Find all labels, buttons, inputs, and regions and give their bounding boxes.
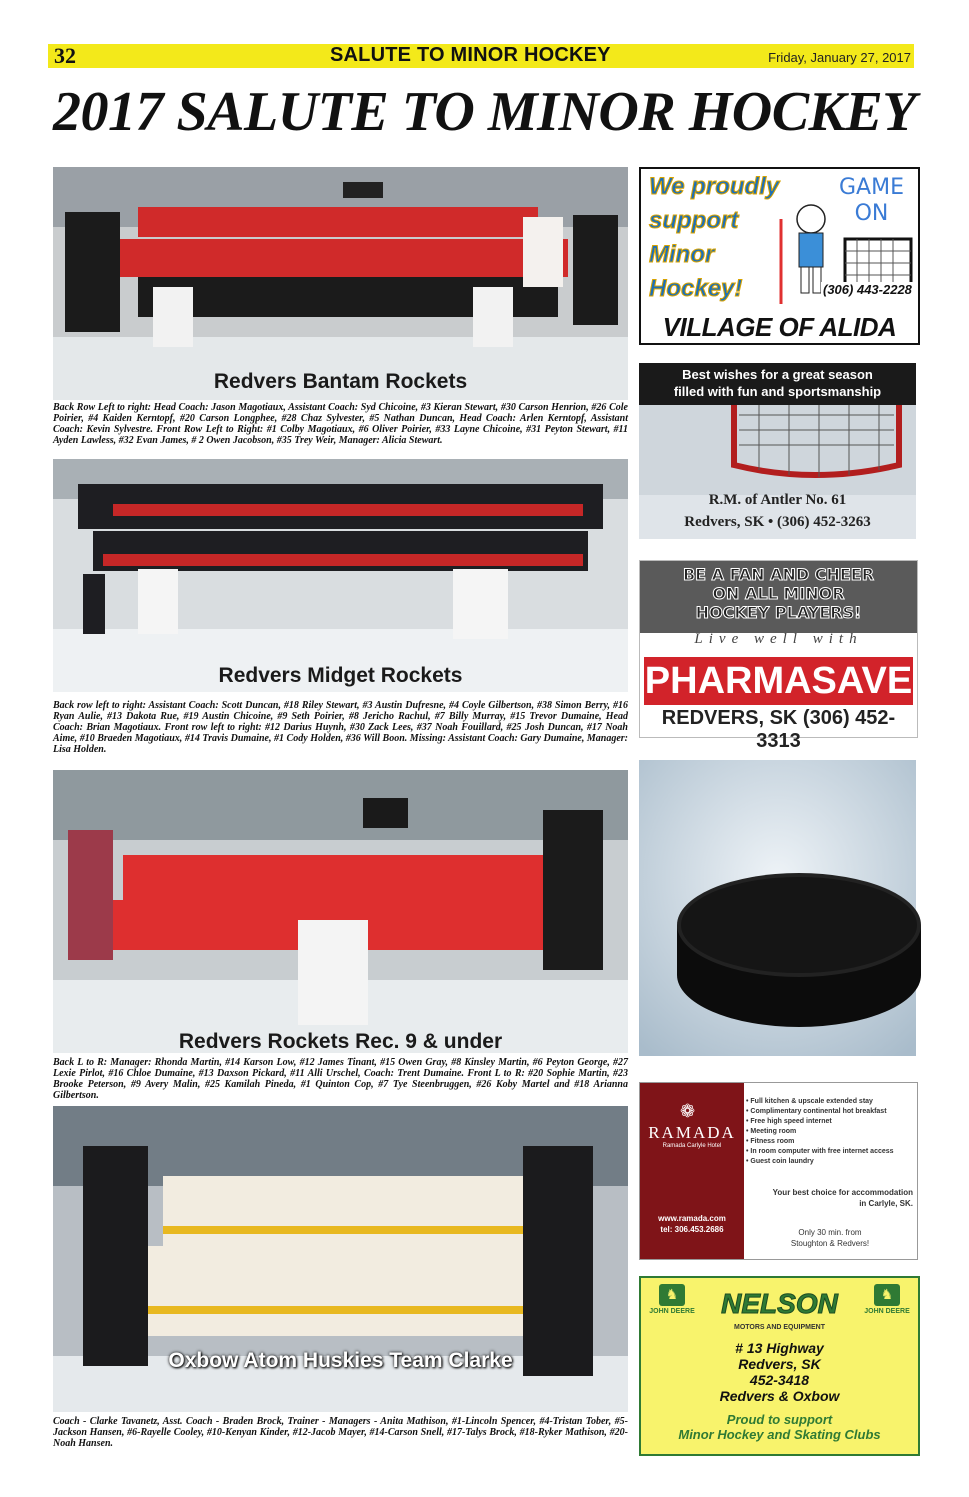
ramada-best-line-2: in Carlyle, SK. <box>859 1199 913 1208</box>
team-photo-midget <box>53 459 628 692</box>
caption-bantam: Back Row Left to right: Head Coach: Jason Magotiaux, Assistant Coach: Syd Chicoine, #3 Kieran Stewart, #30 Carson Henrion, #26 Cole Poirier, #4 Kaiden Kerntopf, #20 Carson Longphee, #28 Chaz Sylvester, #5 Nathan Duncan, Head Coach: Arlen Kerntopf, Assistant Coach: Kevin Sylvestre. Front Row Left to Right: #1 Colby Magotiaux, #6 Oliver Poirier, #33 Layne Chicoine, #31 Peyton Stewart, #11 Ayden Lawless, #32 Evan James, # 2 Owen Jacobson, #35 Trey Weir, Manager: Alicia Stewart. <box>53 402 628 446</box>
nelson-proud-1: Proud to support <box>726 1412 833 1427</box>
john-deere-logo-left <box>647 1284 697 1315</box>
team-title-oxbow: Oxbow Atom Huskies Team Clarke <box>168 1349 513 1372</box>
ramada-best-line-1: Your best choice for accommodation <box>772 1188 913 1197</box>
ramada-logo-icon: ❁ <box>680 1101 696 1122</box>
ramada-best-choice <box>748 1187 913 1209</box>
pharmasave-cheer-text <box>640 565 917 622</box>
antler-info <box>639 489 916 533</box>
deer-icon: ♞ <box>659 1284 685 1306</box>
pharmasave-tagline: Live well with <box>694 631 863 647</box>
team-title-midget: Redvers Midget Rockets <box>218 664 463 687</box>
antler-banner-line-1: Best wishes for a great season <box>682 367 873 382</box>
team-title-rec: Redvers Rockets Rec. 9 & under <box>178 1030 503 1053</box>
antler-contact: Redvers, SK • (306) 452-3263 <box>684 514 871 530</box>
team-photo-rec <box>53 770 628 1053</box>
caption-midget: Back row left to right: Assistant Coach: Scott Duncan, #18 Riley Stewart, #3 Austin Dufresne, #4 Coyle Gilbertson, #38 Simon Berry, #16 Ryan Aulie, #13 Dakota Rue, #19 Austin Chicoine, #9 Seth Poirier, #8 Jericho Rachul, #7 Billy Murray, #15 Trevor Dumaine, Head Coach: Brian Magotiaux. Front row left to right: #12 Darius Huynh, #30 Zack Lees, #37 Noah Fouillard, #25 Josh Duncan, #17 Noah Aime, #10 Braeden Magotiaux, #14 Travis Dumaine, #1 Cody Holden, #36 Will Boon. Missing: Assistant Coach: Gary Dumaine, Manager: Lisa Holden. <box>53 700 628 755</box>
alida-on-word: ON <box>854 201 889 226</box>
ramada-only-line-2: Stoughton & Redvers! <box>790 1239 870 1248</box>
ramada-feature: • Free high speed internet <box>746 1118 832 1125</box>
alida-line-3: Minor <box>649 241 715 268</box>
alida-name: VILLAGE OF ALIDA <box>662 312 897 342</box>
dealer-right-label: JOHN DEERE <box>864 1308 910 1315</box>
midget-photo-image <box>53 459 628 692</box>
ramada-distance <box>750 1227 910 1249</box>
nelson-address-2: Redvers, SK <box>738 1356 821 1372</box>
ramada-tel: tel: 306.453.2686 <box>660 1225 724 1234</box>
ad-pharmasave[interactable] <box>639 560 918 752</box>
john-deere-logo-right <box>862 1284 912 1315</box>
ramada-contact <box>640 1213 744 1235</box>
ramada-feature-list <box>746 1097 894 1167</box>
page-headline: 2017 SALUTE TO MINOR HOCKEY <box>53 81 916 143</box>
ramada-brand: RAMADA <box>648 1123 736 1142</box>
nelson-proud <box>641 1412 918 1442</box>
pharmasave-line-3: HOCKEY PLAYERS! <box>695 603 862 622</box>
ramada-feature: • Guest coin laundry <box>746 1158 814 1165</box>
alida-line-4: Hockey! <box>649 275 743 302</box>
bantam-photo-image <box>53 167 628 400</box>
antler-name: R.M. of Antler No. 61 <box>708 492 847 508</box>
ad-rm-of-antler[interactable] <box>639 363 916 539</box>
page-number: 32 <box>54 43 76 68</box>
puck-on-ice-icon <box>639 760 916 1056</box>
team-photo-oxbow <box>53 1106 628 1412</box>
hockey-puck-image <box>639 760 916 1056</box>
pharmasave-line-1: BE A FAN AND CHEER <box>682 565 875 584</box>
team-title-bantam: Redvers Bantam Rockets <box>213 370 468 393</box>
alida-line-1: We proudly <box>649 173 780 200</box>
nelson-address <box>641 1340 918 1404</box>
nelson-proud-2: Minor Hockey and Skating Clubs <box>678 1427 881 1442</box>
pharmasave-location: REDVERS, SK (306) 452-3313 <box>661 707 896 752</box>
ramada-feature: • Meeting room <box>746 1128 797 1135</box>
ad-ramada[interactable] <box>639 1082 918 1260</box>
hockey-net-icon <box>843 237 913 287</box>
publication-date: Friday, January 27, 2017 <box>768 50 911 65</box>
ramada-sub: Ramada Carlyle Hotel <box>662 1143 722 1149</box>
antler-banner <box>639 363 916 406</box>
rec-photo-image <box>53 770 628 1053</box>
caption-rec: Back L to R: Manager: Rhonda Martin, #14 Karson Low, #12 James Tinant, #15 Owen Gray, #8 Kinsley Martin, #6 Peyton George, #27 Lexie Pirlot, #16 Chloe Dumaine, #13 Daxson Pickard, #11 Alli Urschel, Coach: Trent Dumaine. Front L to R: #20 Sophie Martin, #23 Brooke Peterson, #9 Avery Malin, #25 Kamilah Pineda, #1 Quinton Cop, #7 Tye Steenbruggen, #26 Koby Martel and #18 Arianna Gilbertson. <box>53 1057 628 1101</box>
nelson-towns: Redvers & Oxbow <box>719 1388 840 1404</box>
team-photo-bantam <box>53 167 628 400</box>
ramada-feature: • Full kitchen & upscale extended stay <box>746 1098 873 1105</box>
ad-village-of-alida[interactable] <box>639 167 920 345</box>
caption-oxbow: Coach - Clarke Tavanetz, Asst. Coach - Braden Brock, Trainer - Managers - Anita Mathison, #1-Lincoln Spencer, #4-Tristan Tober, #5-Jackson Hansen, #6-Rayelle Cooley, #10-Kenyan Kinder, #12-Jacob Mayer, #14-Carson Snell, #17-Talys Brock, #18-Ryker Mathison, #20-Noah Hansen. <box>53 1416 628 1449</box>
hockey-net-image <box>639 405 916 495</box>
ramada-web: www.ramada.com <box>658 1214 726 1223</box>
dealer-left-label: JOHN DEERE <box>649 1308 695 1315</box>
nelson-brand: NELSON <box>721 1288 838 1319</box>
pharmasave-brand: PHARMASAVE <box>644 657 913 705</box>
antler-banner-line-2: filled with fun and sportsmanship <box>673 384 882 399</box>
nelson-phone: 452-3418 <box>749 1372 810 1388</box>
alida-phone: (306) 443-2228 <box>823 282 912 297</box>
nelson-motors: MOTORS AND EQUIPMENT <box>733 1324 825 1331</box>
nelson-address-1: # 13 Highway <box>735 1340 824 1356</box>
ramada-only-line-1: Only 30 min. from <box>798 1228 862 1237</box>
ad-nelson-motors[interactable] <box>639 1276 920 1456</box>
section-title: SALUTE TO MINOR HOCKEY <box>330 44 611 66</box>
alida-game-word: GAME <box>839 175 904 200</box>
ramada-feature: • Fitness room <box>746 1138 795 1145</box>
ramada-red-panel <box>640 1083 744 1259</box>
ramada-feature: • Complimentary continental hot breakfast <box>746 1108 887 1115</box>
ramada-feature: • In room computer with free internet access <box>746 1148 894 1155</box>
alida-line-2: support <box>649 207 739 234</box>
pharmasave-line-2: ON ALL MINOR <box>712 584 845 603</box>
deer-icon: ♞ <box>874 1284 900 1306</box>
